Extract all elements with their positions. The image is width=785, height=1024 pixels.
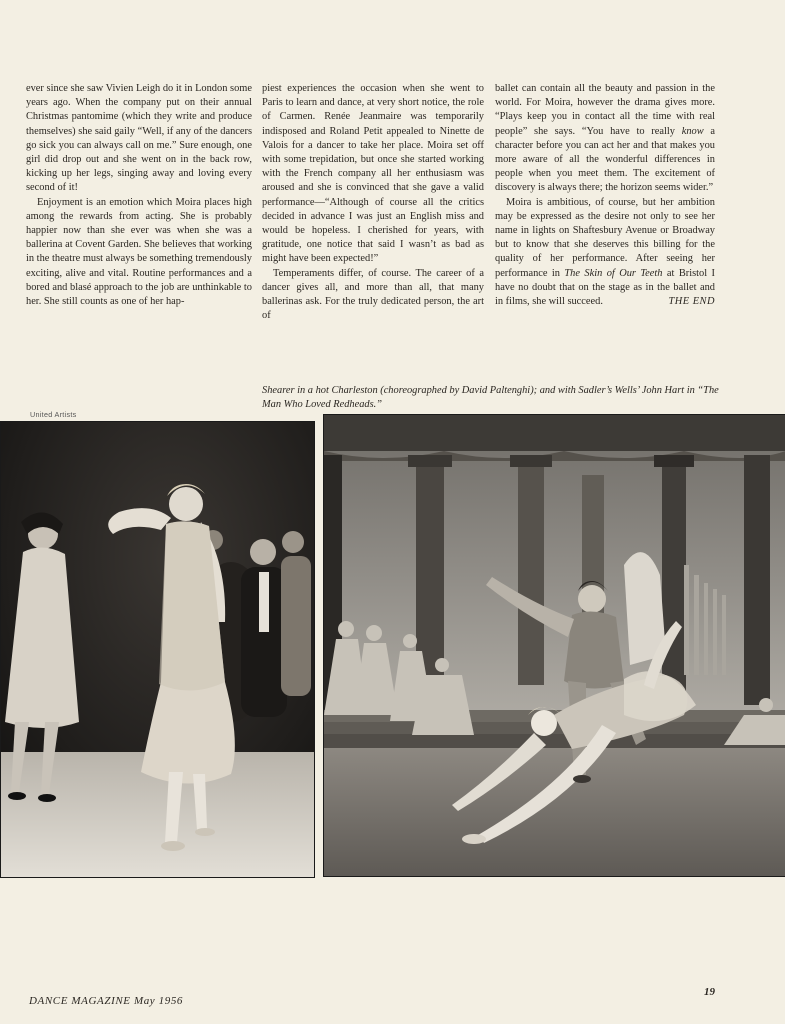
- publication-footer: DANCE MAGAZINE May 1956: [29, 995, 184, 1007]
- text-run: a character before you can act her and that makes you more aware of all the wonderful differences in people when you meet them. The excitement of discovery is always there; the horizon seems wider.”: [495, 125, 715, 194]
- article-paragraph: Enjoyment is an emotion which Moira places high among the rewards from acting. She is probably happier now than she ever was when she was a ballerina at Covent Garden. She believes that working in the theatre must always be something tremendously exciting, alive and vital. Routine performances and a bored and blasé approach to the job are unthinkable to her. She still counts as one of her hap-: [26, 196, 252, 308]
- ballet-photo-image: [324, 415, 785, 876]
- text-run: at Bristol I have no doubt that on the stage as in the ballet and in films, she will succeed.: [495, 267, 715, 308]
- article-paragraph: [495, 82, 715, 196]
- article-column-2: [262, 82, 484, 323]
- emphasis-text: know: [681, 125, 704, 137]
- charleston-photo: [0, 421, 315, 878]
- page-number: 19: [704, 986, 715, 998]
- article-paragraph: [495, 196, 715, 310]
- article-column-1: [26, 82, 252, 309]
- article-column-3: [495, 82, 715, 309]
- article-paragraph: ever since she saw Vivien Leigh do it in London some years ago. When the company put on their annual Christmas pantomime (which they write and produce themselves) she said gaily “Well, if any of the dancers go sick you can always call on me.” Sure enough, one girl did drop out and she went on in the back row, kicking up her legs, singing away and loving every second of it!: [26, 83, 252, 194]
- play-title: The Skin of Our Teeth: [564, 267, 663, 279]
- photo-caption: Shearer in a hot Charleston (choreographed by David Paltenghi); and with Sadler’s Wells’ John Hart in “The Man Who Loved Redheads.”: [262, 385, 719, 410]
- the-end-mark: THE END: [668, 296, 715, 308]
- text-run: Moira is ambitious, of course, but her ambition may be expressed as the desire not only to see her name in lights on Shaftesbury Avenue or Broadway but to know that she deserves this billing for the quality of her performance. After seeing her performance in: [495, 196, 715, 279]
- text-run: ballet can contain all the beauty and passion in the world. For Moira, however the drama gives more. “Plays keep you in contact all the time with real people” she says. “You have to really: [495, 83, 715, 137]
- photo-credit: United Artists: [30, 410, 77, 419]
- charleston-photo-image: [1, 422, 314, 877]
- ballet-photo: [323, 414, 785, 877]
- article-paragraph: Temperaments differ, of course. The career of a dancer gives all, and more than all, that many ballerinas ask. For the truly dedicated person, the art of: [262, 267, 484, 322]
- article-paragraph: piest experiences the occasion when she went to Paris to learn and dance, at very short notice, the role of Carmen. Renée Jeanmaire was temporarily indisposed and Roland Petit appealed to Ninette de Valois for a dancer to take her place. Moira set off with some trepidation, but once she started working with the French company all her enthusiasm was aroused and she is convinced that she gave a valid performance—“Although of course all the critics decided in advance I was just an English miss and would be hopeless. I cherished for years, with gratitude, one notice that said I wasn’t as bad as might have been expected!”: [262, 83, 484, 265]
